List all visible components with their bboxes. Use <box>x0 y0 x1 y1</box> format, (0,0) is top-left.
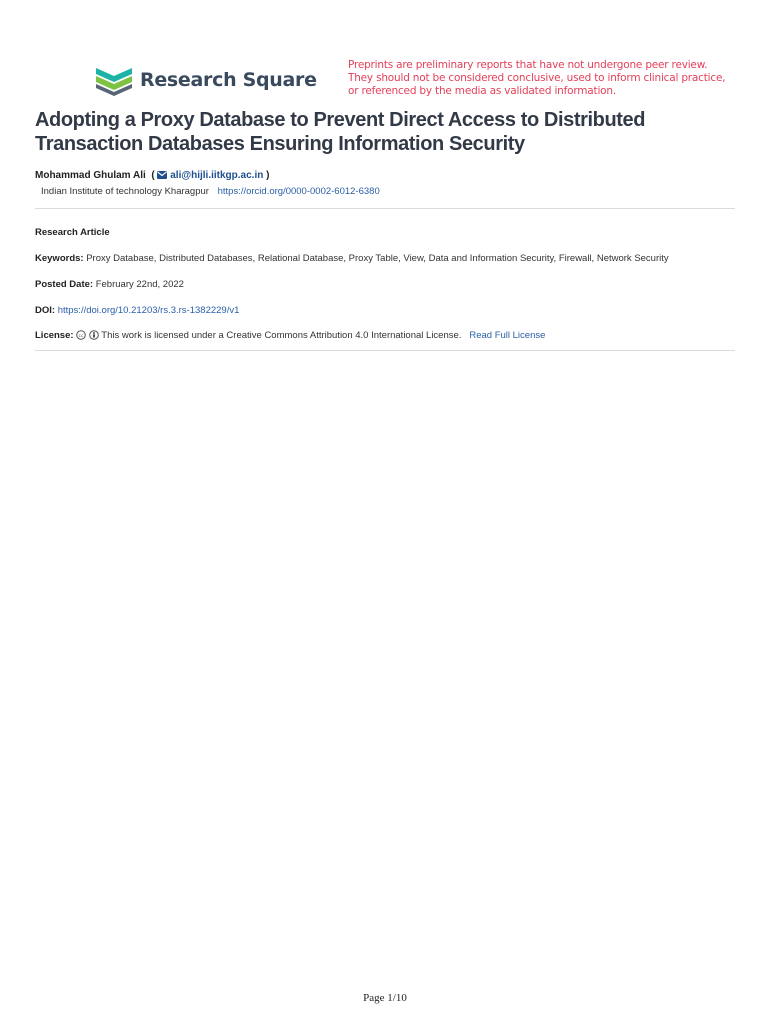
keywords-value: Proxy Database, Distributed Databases, Relational Database, Proxy Table, View, Data and Information Security, Firewall, Network Security <box>86 253 669 264</box>
read-full-license-link[interactable]: Read Full License <box>469 330 546 341</box>
disclaimer-line: or referenced by the media as validated information. <box>348 85 616 97</box>
attribution-icon <box>89 330 99 340</box>
divider <box>35 350 735 351</box>
research-square-logo[interactable] <box>94 64 317 96</box>
disclaimer-line: They should not be considered conclusive, used to inform clinical practice, <box>348 72 726 84</box>
close-paren: ) <box>266 170 270 181</box>
article-type <box>35 227 110 238</box>
open-paren: ( <box>151 170 155 181</box>
disclaimer-line: Preprints are preliminary reports that have not undergone peer review. <box>348 59 708 71</box>
title-line: Transaction Databases Ensuring Information Security <box>35 133 525 155</box>
preprint-disclaimer <box>348 59 738 98</box>
doi-link[interactable]: https://doi.org/10.21203/rs.3.rs-1382229/v1 <box>57 305 240 316</box>
affiliation-line <box>41 186 380 197</box>
doi-label: DOI: <box>35 305 56 316</box>
orcid-link[interactable]: https://orcid.org/0000-0002-6012-6380 <box>217 186 380 197</box>
keywords-line <box>35 253 669 264</box>
posted-date-value: February 22nd, 2022 <box>95 279 184 290</box>
posted-date-label: Posted Date: <box>35 279 94 290</box>
author-line <box>35 170 269 181</box>
creative-commons-icon <box>76 330 86 340</box>
logo-text: Research Square <box>140 69 317 91</box>
license-line <box>35 330 545 341</box>
mail-icon <box>157 171 167 179</box>
author-name: Mohammad Ghulam Ali <box>35 170 146 181</box>
article-type-label: Research Article <box>35 227 110 238</box>
doi-line <box>35 305 239 316</box>
divider <box>35 208 735 209</box>
author-email-link[interactable]: ali@hijli.iitkgp.ac.in <box>170 170 264 181</box>
affiliation: Indian Institute of technology Kharagpur <box>41 186 209 197</box>
svg-text:cc: cc <box>78 334 84 339</box>
page-indicator: Page 1/10 <box>363 992 407 1004</box>
research-square-chevrons-icon <box>94 64 134 96</box>
article-title <box>35 108 735 156</box>
title-line: Adopting a Proxy Database to Prevent Direct Access to Distributed <box>35 109 646 131</box>
posted-date-line <box>35 279 184 290</box>
keywords-label: Keywords: <box>35 253 84 264</box>
license-text: This work is licensed under a Creative Commons Attribution 4.0 International License. <box>101 330 462 341</box>
license-label: License: <box>35 330 74 341</box>
